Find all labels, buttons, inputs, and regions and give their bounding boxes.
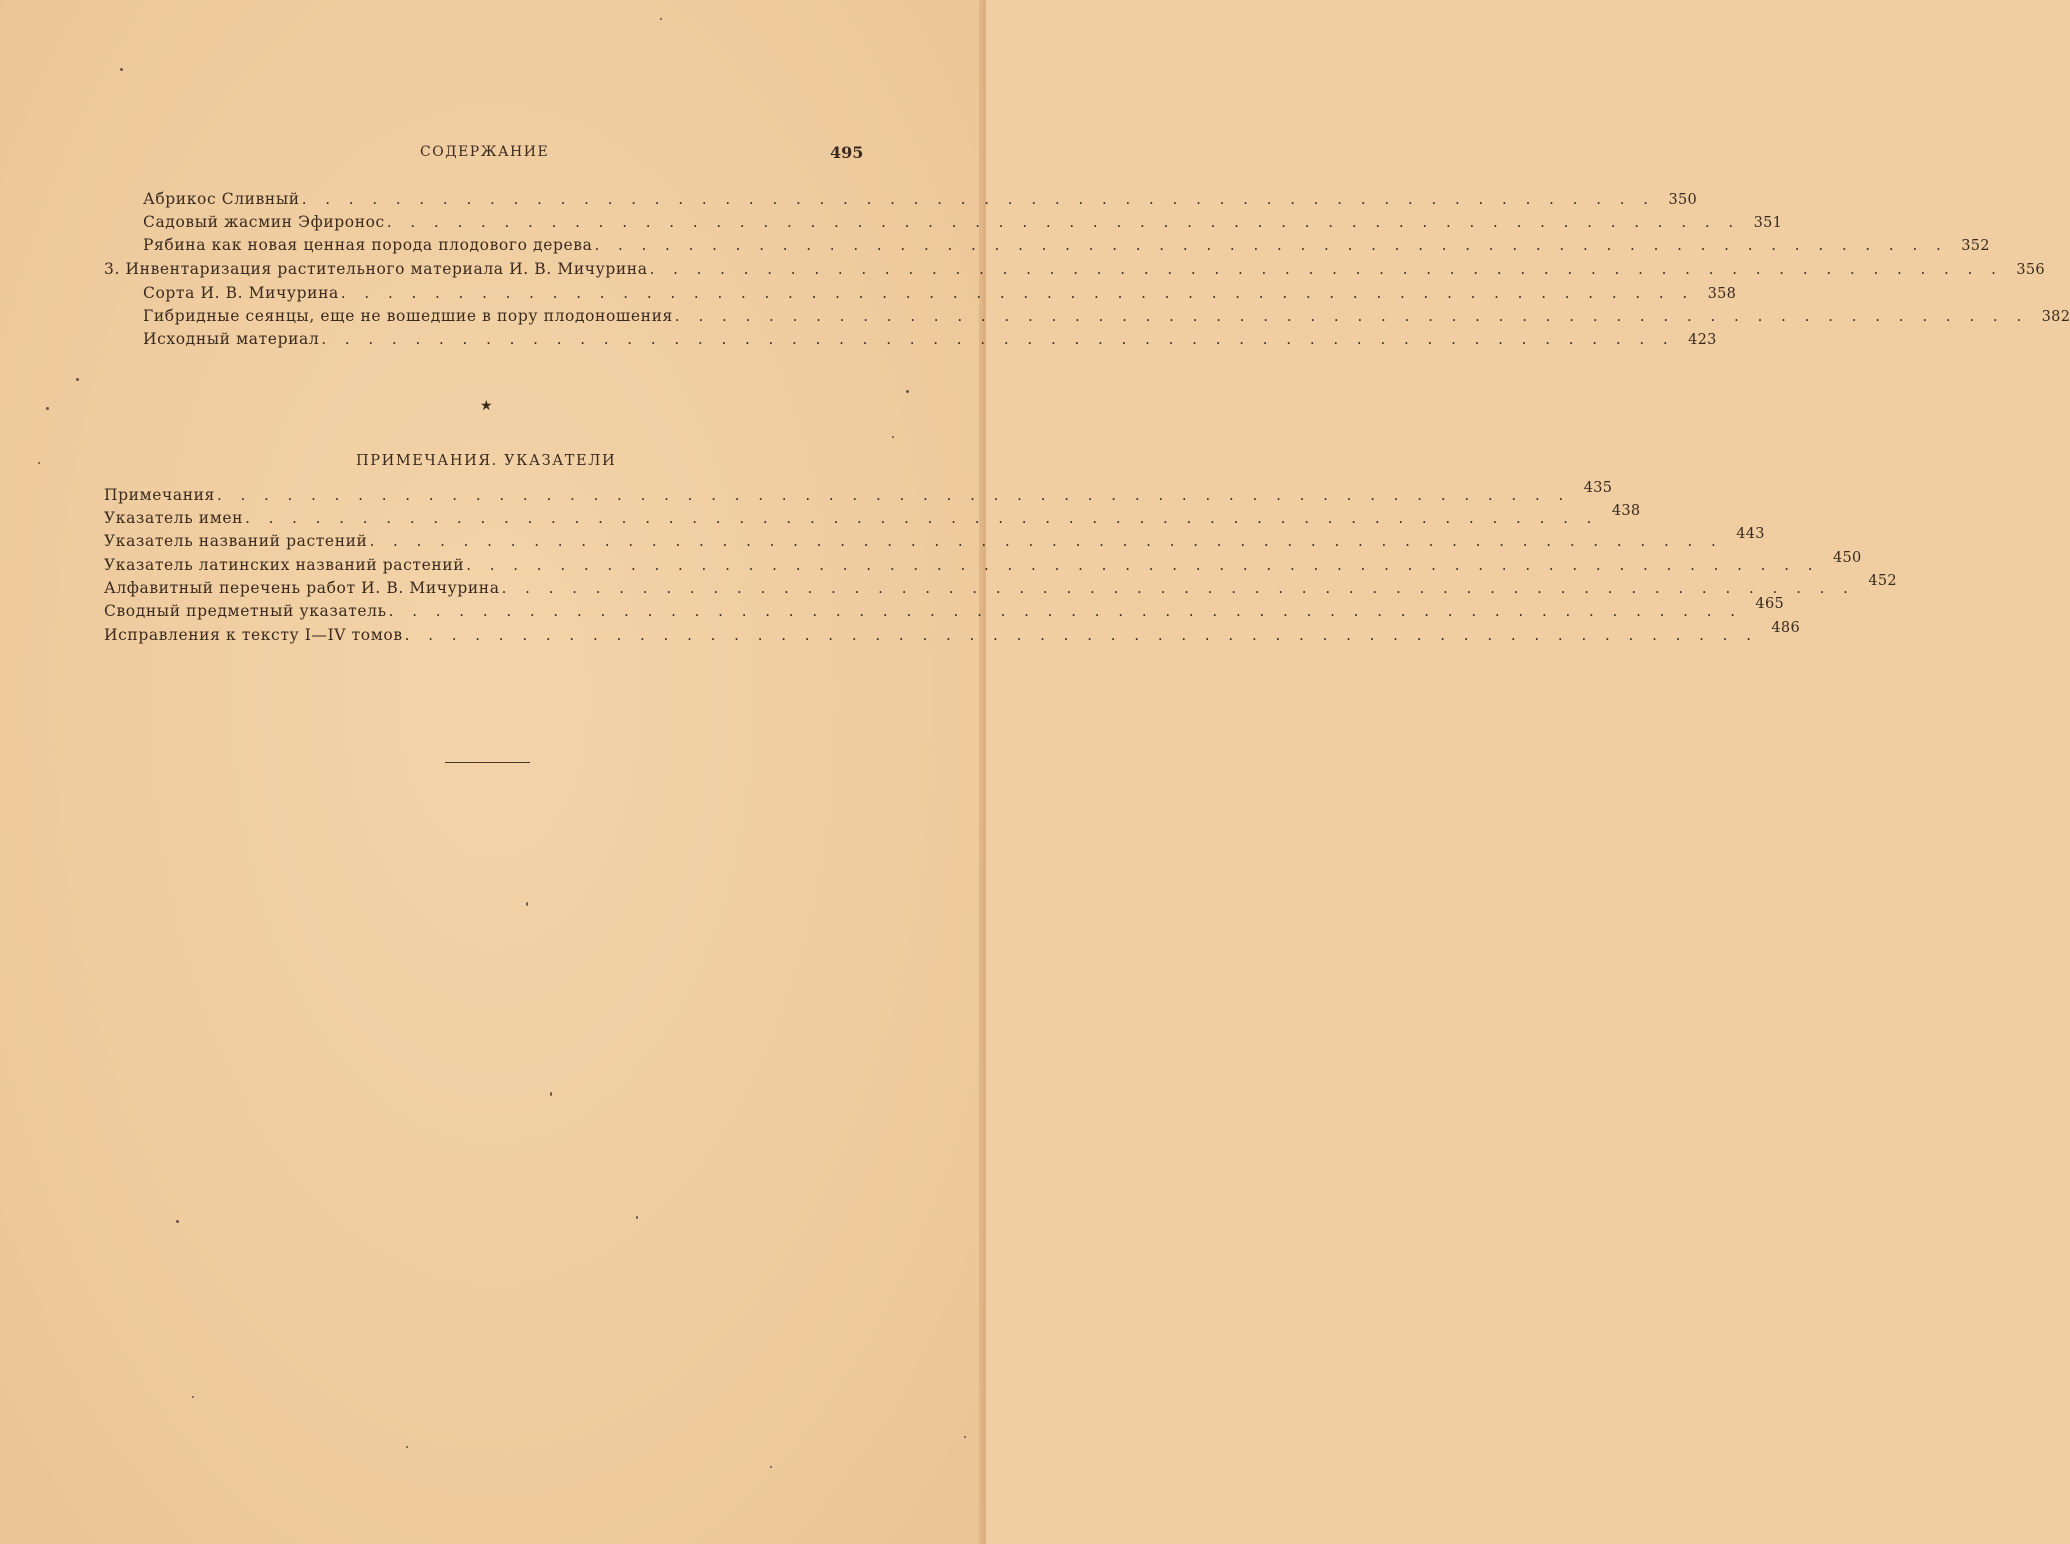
running-head: СОДЕРЖАНИЕ: [420, 144, 550, 160]
paper-speck: [76, 378, 79, 381]
toc-entry-page: 352: [1961, 238, 1990, 254]
dot-leader: . . . . . . . . . . . . . . . . . . . . . . . . . . . . . . . . . . . . . . . . . . . . . . . . . . . . . . . . . .: [340, 284, 1695, 302]
toc-entry-page: 486: [1771, 620, 1800, 636]
paper-speck: [192, 1396, 194, 1398]
paper-speck: [526, 902, 528, 906]
toc-entry[interactable]: [104, 620, 1800, 644]
toc-entry-page: 350: [1668, 192, 1698, 208]
toc-entry-title: Указатель названий растений: [104, 532, 368, 550]
toc-entry-title: Примечания: [104, 486, 215, 504]
star-divider: ★: [480, 398, 493, 414]
toc-entry[interactable]: [104, 256, 2045, 278]
dot-leader: . . . . . . . . . . . . . . . . . . . . . . . . . . . . . . . . . . . . . . . . . . . . . . . . . . . . . . . . . .: [321, 330, 1675, 348]
toc-entry[interactable]: [104, 550, 1862, 574]
toc-entry-title: Сорта И. В. Мичурина: [143, 284, 339, 302]
toc-entry-page: 351: [1753, 215, 1783, 231]
dot-leader: . . . . . . . . . . . . . . . . . . . . . . . . . . . . . . . . . . . . . . . . . . . . . . . . . . . . . . . . . .: [388, 602, 1742, 620]
dot-leader: . . . . . . . . . . . . . . . . . . . . . . . . . . . . . . . . . . . . . . . . . . . . . . . . . . . . . . . . . .: [501, 579, 1855, 597]
page-number: 495: [830, 143, 864, 162]
toc-entry-page: 423: [1688, 332, 1717, 348]
toc-entry-page: 382: [2041, 309, 2070, 325]
toc-entry[interactable]: [143, 303, 2070, 325]
end-rule: [445, 762, 530, 763]
toc-entry-title: Сводный предметный указатель: [104, 602, 387, 620]
paper-speck: [176, 1220, 179, 1223]
dot-leader: . . . . . . . . . . . . . . . . . . . . . . . . . . . . . . . . . . . . . . . . . . . . . . . . . . . . . . . . . .: [404, 626, 1758, 644]
toc-entry-page: 358: [1707, 286, 1737, 302]
page-edge: [979, 0, 986, 1544]
paper-speck: [46, 407, 49, 410]
paper-speck: [892, 436, 894, 438]
toc-entry-title: Рябина как новая ценная порода плодового дерева: [143, 236, 593, 254]
dot-leader: . . . . . . . . . . . . . . . . . . . . . . . . . . . . . . . . . . . . . . . . . . . . . . . . . . . . . . . . . .: [245, 509, 1599, 527]
toc-entry[interactable]: [104, 503, 1641, 527]
dot-leader: . . . . . . . . . . . . . . . . . . . . . . . . . . . . . . . . . . . . . . . . . . . . . . . . . . . . . . . . . .: [649, 260, 2003, 278]
toc-entry[interactable]: [143, 326, 1717, 348]
toc-entry[interactable]: [104, 596, 1784, 620]
toc-entry-title: Абрикос Сливный: [143, 190, 300, 208]
toc-entry-title: 3. Инвентаризация растительного материала И. В. Мичурина: [104, 260, 648, 278]
toc-entry-page: 443: [1736, 526, 1765, 542]
toc-entry-title: Алфавитный перечень работ И. В. Мичурина: [104, 579, 500, 597]
toc-entry[interactable]: [143, 186, 1698, 208]
dot-leader: . . . . . . . . . . . . . . . . . . . . . . . . . . . . . . . . . . . . . . . . . . . . . . . . . . . . . . . . . .: [466, 556, 1820, 574]
toc-entry-title: Указатель латинских названий растений: [104, 556, 465, 574]
paper-speck: [636, 1216, 638, 1219]
toc-entry-page: 450: [1832, 550, 1862, 566]
paper-speck: [550, 1092, 552, 1096]
toc-entry[interactable]: [143, 209, 1783, 231]
dot-leader: . . . . . . . . . . . . . . . . . . . . . . . . . . . . . . . . . . . . . . . . . . . . . . . . . . . . . . . . . .: [674, 307, 2029, 325]
section-title: ПРИМЕЧАНИЯ. УКАЗАТЕЛИ: [356, 453, 617, 469]
toc-entry-page: 435: [1583, 480, 1613, 496]
toc-entry[interactable]: [143, 280, 1737, 302]
toc-entry-title: Садовый жасмин Эфиронос: [143, 213, 385, 231]
toc-entry-title: Исправления к тексту I—IV томов: [104, 626, 403, 644]
toc-entry[interactable]: [143, 232, 1990, 254]
toc-entry-page: 438: [1611, 503, 1641, 519]
dot-leader: . . . . . . . . . . . . . . . . . . . . . . . . . . . . . . . . . . . . . . . . . . . . . . . . . . . . . . . . . .: [594, 236, 1948, 254]
toc-entry-page: 465: [1755, 596, 1784, 612]
paper-speck: [770, 1466, 772, 1468]
dot-leader: . . . . . . . . . . . . . . . . . . . . . . . . . . . . . . . . . . . . . . . . . . . . . . . . . . . . . . . . . .: [369, 532, 1723, 550]
toc-entry-page: 356: [2016, 262, 2045, 278]
toc-entry-title: Исходный материал: [143, 330, 320, 348]
dot-leader: . . . . . . . . . . . . . . . . . . . . . . . . . . . . . . . . . . . . . . . . . . . . . . . . . . . . . . . . . .: [216, 486, 1571, 504]
paper-speck: [38, 462, 40, 464]
paper-speck: [906, 390, 909, 393]
toc-entry[interactable]: [104, 573, 1897, 597]
paper-speck: [406, 1446, 408, 1448]
toc-entry-title: Гибридные сеянцы, еще не вошедшие в пору плодоношения: [143, 307, 673, 325]
toc-entry-page: 452: [1868, 573, 1897, 589]
paper-speck: [964, 1436, 966, 1438]
toc-entry[interactable]: [104, 480, 1613, 504]
toc-entry[interactable]: [104, 526, 1765, 550]
toc-entry-title: Указатель имен: [104, 509, 244, 527]
dot-leader: . . . . . . . . . . . . . . . . . . . . . . . . . . . . . . . . . . . . . . . . . . . . . . . . . . . . . . . . . .: [386, 213, 1741, 231]
dot-leader: . . . . . . . . . . . . . . . . . . . . . . . . . . . . . . . . . . . . . . . . . . . . . . . . . . . . . . . . . .: [301, 190, 1656, 208]
paper-speck: [120, 68, 123, 71]
paper-speck: [660, 18, 662, 20]
